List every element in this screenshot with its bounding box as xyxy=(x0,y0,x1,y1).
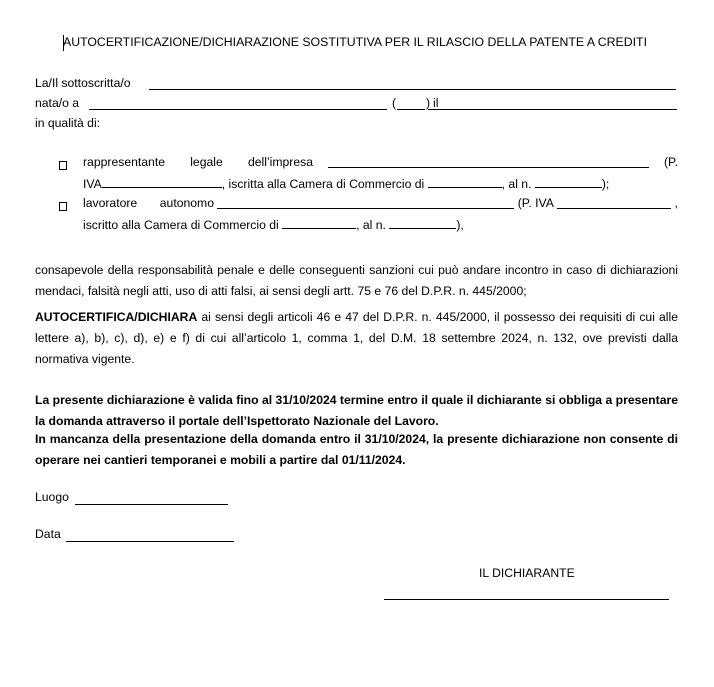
option1-aln-label: , al n. xyxy=(501,177,532,191)
option1-iva-label: IVA xyxy=(83,177,102,191)
option2-end: ), xyxy=(456,218,464,232)
dichiarante-label: IL DICHIARANTE xyxy=(479,566,575,580)
option2-line2 xyxy=(83,216,464,232)
autocertifica-bold: AUTOCERTIFICA/DICHIARA xyxy=(35,310,198,324)
checkbox-rappresentante[interactable] xyxy=(59,159,67,173)
option1-camera-label: , iscritta alla Camera di Commercio di xyxy=(221,177,425,191)
document-title: AUTOCERTIFICAZIONE/DICHIARAZIONE SOSTITUTIVA PER IL RILASCIO DELLA PATENTE A CREDITI xyxy=(63,35,647,49)
option1-piva: (P. xyxy=(663,155,678,169)
il-label: il xyxy=(433,96,439,110)
firma-field[interactable] xyxy=(384,599,669,600)
autocertifica-paragraph xyxy=(35,307,678,370)
camera-lavoratore-field[interactable] xyxy=(282,216,356,229)
numero-impresa-field[interactable] xyxy=(535,175,602,188)
validita-paragraph: La presente dichiarazione è valida fino al 31/10/2024 termine entro il quale il dichiarante si obbliga a presentare la domanda attraverso il portale dell’Ispettorato Nazionale del Lavoro. xyxy=(35,393,678,428)
piva-impresa-field[interactable] xyxy=(102,175,222,188)
sottoscritto-field[interactable] xyxy=(149,89,676,90)
checkbox-lavoratore[interactable] xyxy=(59,200,67,214)
option2-piva: (P. IVA xyxy=(517,196,554,210)
data-label: Data xyxy=(35,527,61,541)
mancanza-paragraph: In mancanza della presentazione della domanda entro il 31/10/2024, la presente dichiarazione non consente di operare nei cantieri temporanei e mobili a partire dal 01/11/2024. xyxy=(35,432,678,467)
option-lavoratore xyxy=(83,196,678,210)
option2-word2: autonomo xyxy=(159,196,214,210)
option2-camera-label: iscritto alla Camera di Commercio di xyxy=(83,218,279,232)
impresa-field[interactable] xyxy=(328,155,649,168)
consapevole-paragraph: consapevole della responsabilità penale e delle conseguenti sanzioni cui può andare incontro in caso di dichiarazioni mendaci, falsità negli atti, uso di atti falsi, ai sensi degli artt. 75 e 76 del D.P.R. n. 445/2000; xyxy=(35,263,678,298)
luogo-label: Luogo xyxy=(35,490,69,504)
option1-line2 xyxy=(83,175,609,191)
option2-comma: , xyxy=(674,196,678,210)
option2-word1: lavoratore xyxy=(83,196,138,210)
luogo-nascita-field[interactable] xyxy=(89,109,387,110)
option1-word3: dell’impresa xyxy=(247,155,313,169)
prov-open: ( xyxy=(392,96,397,110)
numero-lavoratore-field[interactable] xyxy=(389,216,456,229)
prov-close: ) xyxy=(426,96,431,110)
option-rappresentante xyxy=(83,155,678,169)
piva-lavoratore-field[interactable] xyxy=(557,196,671,209)
camera-impresa-field[interactable] xyxy=(428,175,502,188)
data-nascita-field[interactable] xyxy=(428,109,677,110)
autocertifica-text: ai sensi degli articoli 46 e 47 del D.P.R. n. 445/2000, il possesso dei requisiti di cui alle lettere a), b), c), d), e) e f) di cui all’articolo 1, comma 1, del D.M. 18 settembre 2024, n. 132, ove previsti dalla normativa vigente. xyxy=(35,310,678,366)
qualita-label: in qualità di: xyxy=(35,116,101,130)
sottoscritto-label: La/Il sottoscritta/o xyxy=(35,76,131,90)
option1-word1: rappresentante xyxy=(83,155,165,169)
option2-aln-label: , al n. xyxy=(356,218,386,232)
luogo-field[interactable] xyxy=(75,504,228,505)
option1-end: ); xyxy=(601,177,610,191)
option1-word2: legale xyxy=(190,155,223,169)
provincia-field[interactable] xyxy=(397,109,425,110)
nato-label: nata/o a xyxy=(35,96,80,110)
lavoratore-field[interactable] xyxy=(217,196,514,209)
data-field[interactable] xyxy=(66,541,234,542)
